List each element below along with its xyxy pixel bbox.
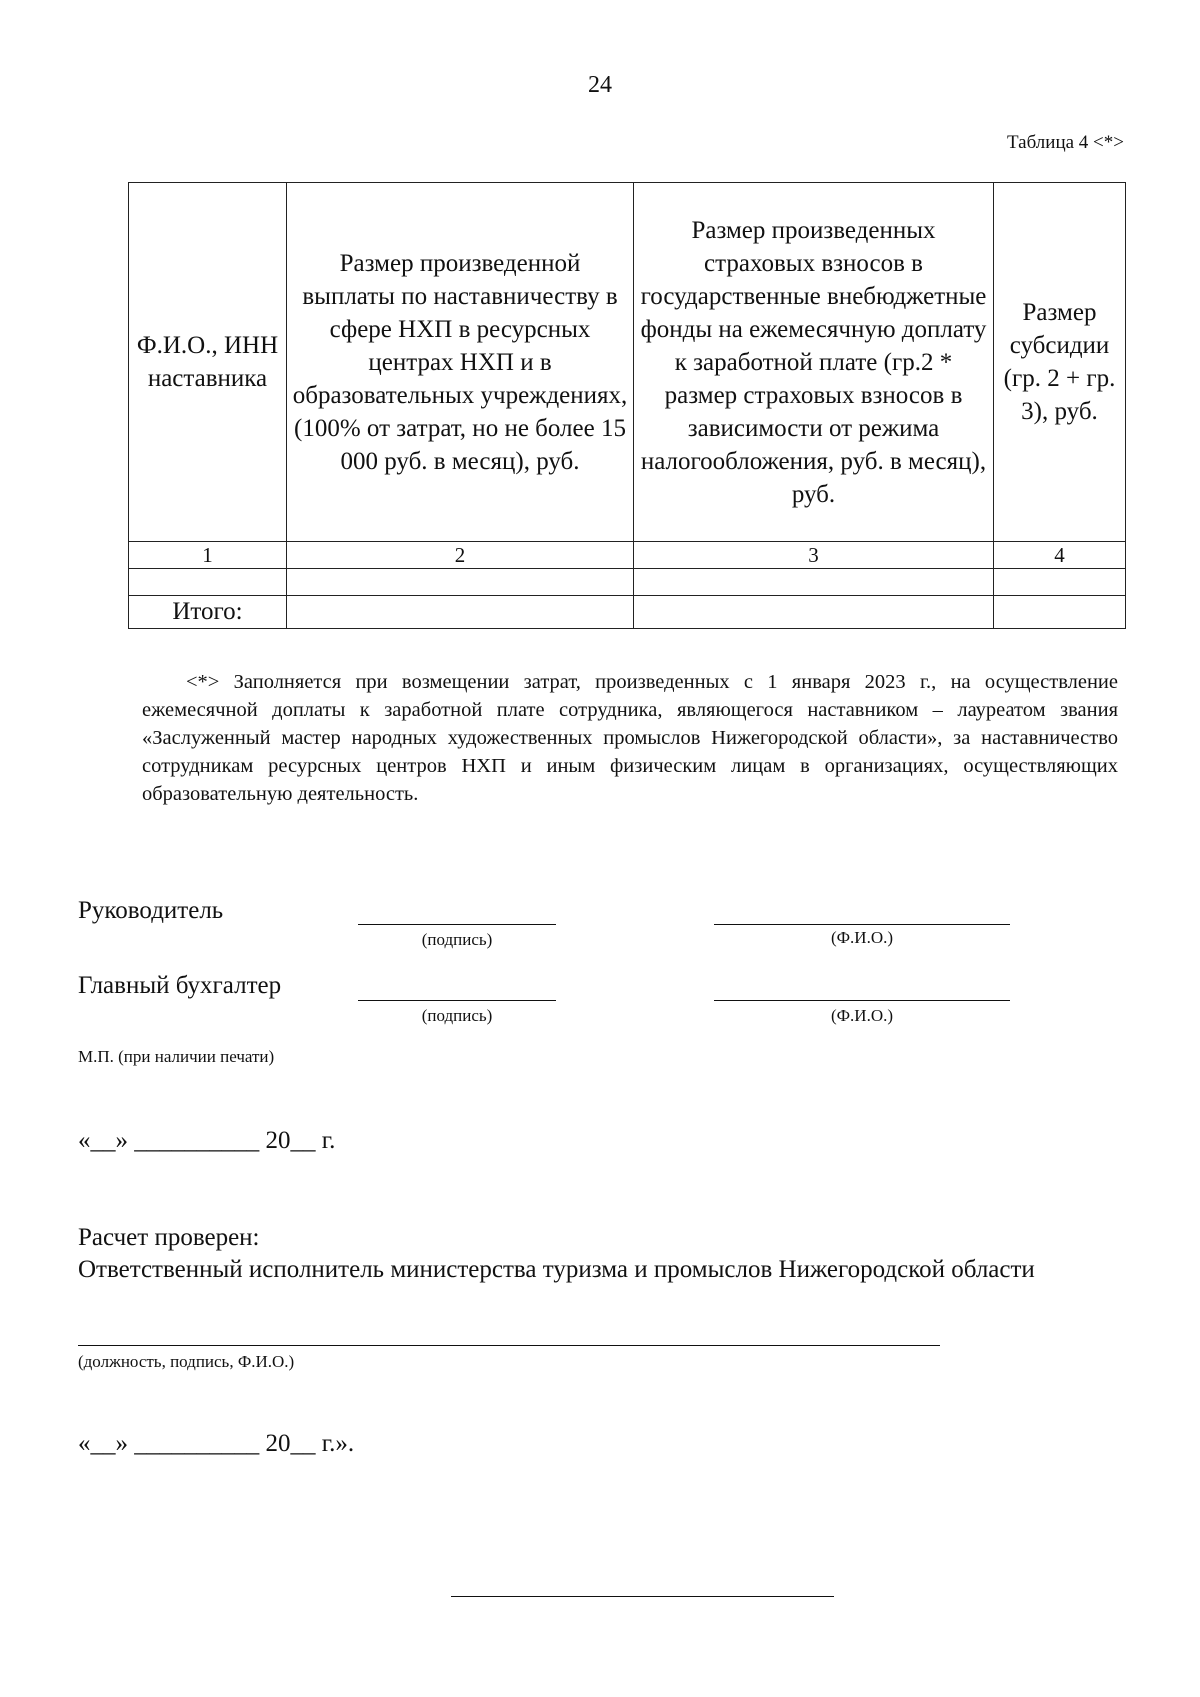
- head-signature-caption: (подпись): [421, 930, 493, 949]
- verification-signature-line[interactable]: [78, 1345, 940, 1346]
- empty-cell[interactable]: [994, 569, 1126, 596]
- head-label: Руководитель: [78, 897, 224, 924]
- empty-data-row: [129, 569, 1126, 596]
- header-cell-name-inn: Ф.И.О., ИНН наставника: [129, 183, 287, 542]
- empty-cell[interactable]: [129, 569, 287, 596]
- verification-responsible: Ответственный исполнитель министерства туризма и промыслов Нижегородской области: [78, 1256, 1035, 1283]
- accountant-signature-caption: (подпись): [421, 1006, 493, 1025]
- header-cell-subsidy: Размер субсидии (гр. 2 + гр. 3), руб.: [994, 183, 1126, 542]
- total-cell[interactable]: [634, 596, 994, 629]
- subsidy-table: [128, 182, 1126, 629]
- column-number: 1: [129, 542, 287, 569]
- empty-cell[interactable]: [287, 569, 634, 596]
- table-header-row: [129, 183, 1126, 542]
- date-line-2[interactable]: «__» __________ 20__ г.».: [78, 1430, 355, 1457]
- column-number: 4: [994, 542, 1126, 569]
- accountant-name-line[interactable]: [714, 1000, 1010, 1001]
- total-cell[interactable]: [287, 596, 634, 629]
- verification-caption: (должность, подпись, Ф.И.О.): [78, 1352, 295, 1371]
- verification-title: Расчет проверен:: [78, 1224, 260, 1251]
- total-cell[interactable]: [994, 596, 1126, 629]
- header-cell-payment: Размер произведенной выплаты по наставничеству в сфере НХП в ресурсных центрах НХП и в образовательных учреждениях, (100% от затрат, но не более 15 000 руб. в месяц), руб.: [287, 183, 634, 542]
- end-of-document-line: [451, 1596, 834, 1597]
- total-row: [129, 596, 1126, 629]
- footnote: <*> Заполняется при возмещении затрат, произведенных с 1 января 2023 г., на осуществление ежемесячной доплаты к заработной плате сотрудника, являющегося наставником – лауреатом звания «Заслуженный мастер народных художественных промыслов Нижегородской области», за наставничество сотрудникам ресурсных центров НХП и иным физическим лицам в организациях, осуществляющих образовательную деятельность.: [142, 671, 1118, 805]
- column-number-row: [129, 542, 1126, 569]
- empty-cell[interactable]: [634, 569, 994, 596]
- table-caption: Таблица 4 <*>: [1007, 132, 1124, 153]
- column-number: 2: [287, 542, 634, 569]
- total-label: Итого:: [129, 596, 287, 629]
- head-name-caption: (Ф.И.О.): [830, 928, 894, 947]
- seal-note: М.П. (при наличии печати): [78, 1047, 275, 1066]
- accountant-signature-line[interactable]: [358, 1000, 556, 1001]
- head-signature-line[interactable]: [358, 924, 556, 925]
- column-number: 3: [634, 542, 994, 569]
- date-line-1[interactable]: «__» __________ 20__ г.: [78, 1127, 336, 1154]
- page-number: 24: [588, 72, 612, 98]
- header-cell-insurance: Размер произведенных страховых взносов в государственные внебюджетные фонды на ежемесячную доплату к заработной плате (гр.2 * размер страховых взносов в зависимости от режима налогообложения, руб. в месяц), руб.: [634, 183, 994, 542]
- head-name-line[interactable]: [714, 924, 1010, 925]
- accountant-name-caption: (Ф.И.О.): [830, 1006, 894, 1025]
- accountant-label: Главный бухгалтер: [78, 972, 282, 999]
